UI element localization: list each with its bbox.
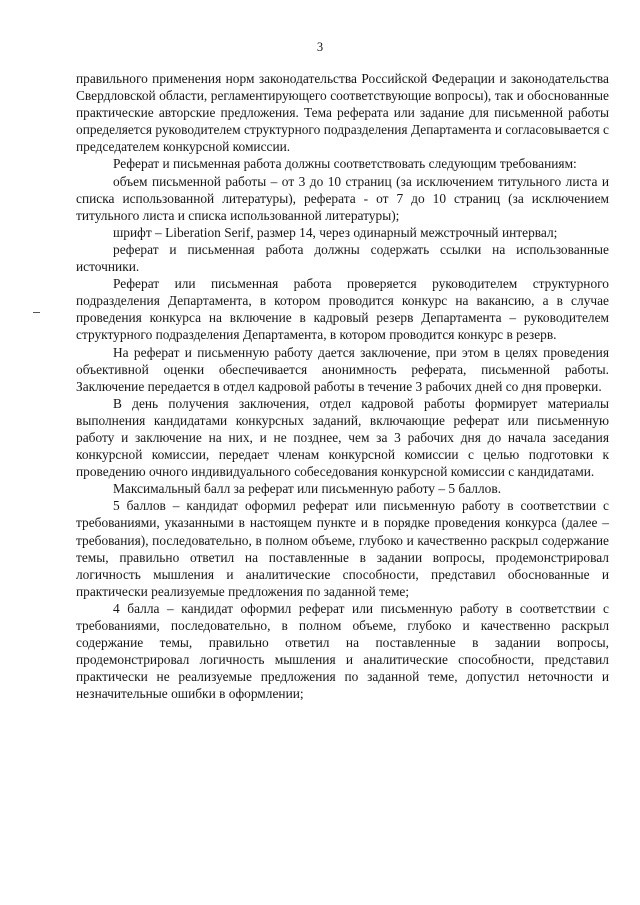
paragraph-max-score: Максимальный балл за реферат или письменную работу – 5 баллов.	[113, 481, 502, 497]
paragraph-score-5: 5 баллов – кандидат оформил реферат или письменную работу в соответствии с требованиями, указанными в настоящем пункте и в порядке проведения конкурса (далее – требования), последовательно, в полном объеме, глубоко и качественно раскрыл содержание темы, правильно ответил на поставленные в задании вопросы, продемонстрировал логичность мышления и аналитические способности, представил обоснованные и практически реализуемые предложения по заданной теме;	[76, 498, 609, 599]
paragraph-materials: В день получения заключения, отдел кадровой работы формирует материалы выполнения кандидатами конкурсных заданий, включающие реферат или письменную работу и заключение на них, и не позднее, чем за 3 рабочих дня до начала заседания конкурсной комиссии, передает членам конкурсной комиссии с целью подготовки к проведению очного индивидуального собеседования конкурсной комиссии с кандидатами.	[76, 395, 609, 480]
paragraph-sources-requirement: реферат и письменная работа должны содержать ссылки на использованные источники.	[76, 241, 609, 275]
paragraph-continuation: правильного применения норм законодательства Российской Федерации и законодательства Свердловской области, регламентирующего соответствующие вопросы), так и обоснованные практические авторские предложения. Тема реферата или задание для письменной работы определяется руководителем структурного подразделения Департамента и согласовывается с председателем конкурсной комиссии.	[76, 71, 609, 155]
paragraph-volume-requirement: объем письменной работы – от 3 до 10 страниц (за исключением титульного листа и списка использованной литературы), реферата - от 7 до 10 страниц (за исключением титульного листа и списка использованной литературы);	[76, 173, 609, 223]
margin-mark	[33, 312, 40, 313]
paragraph-font-requirement: шрифт – Liberation Serif, размер 14, через одинарный межстрочный интервал;	[113, 224, 558, 240]
paragraph-review: Реферат или письменная работа проверяется руководителем структурного подразделения Департамента, в котором проводится конкурс на вакансию, а в случае проведения конкурса на включение в кадровый резерв Департамента – руководителем структурного подразделения Департамента, в котором проводится конкурс в резерв.	[76, 276, 609, 343]
paragraph-score-4: 4 балла – кандидат оформил реферат или письменную работу в соответствии с требованиями, последовательно, в полном объеме, глубоко и качественно раскрыл содержание темы, правильно ответил на поставленные в задании вопросы, продемонстрировал логичность мышления и аналитические способности, представил практически не реализуемые предложения по заданной теме, допустил неточности и незначительные ошибки в оформлении;	[76, 600, 609, 702]
page-number: 3	[316, 40, 324, 54]
document-body	[76, 70, 609, 702]
paragraph-requirements-intro: Реферат и письменная работа должны соответствовать следующим требованиям:	[113, 156, 577, 172]
paragraph-conclusion: На реферат и письменную работу дается заключение, при этом в целях проведения объективной оценки обеспечивается анонимность реферата, письменной работы. Заключение передается в отдел кадровой работы в течение 3 рабочих дней со дня проверки.	[76, 344, 609, 394]
